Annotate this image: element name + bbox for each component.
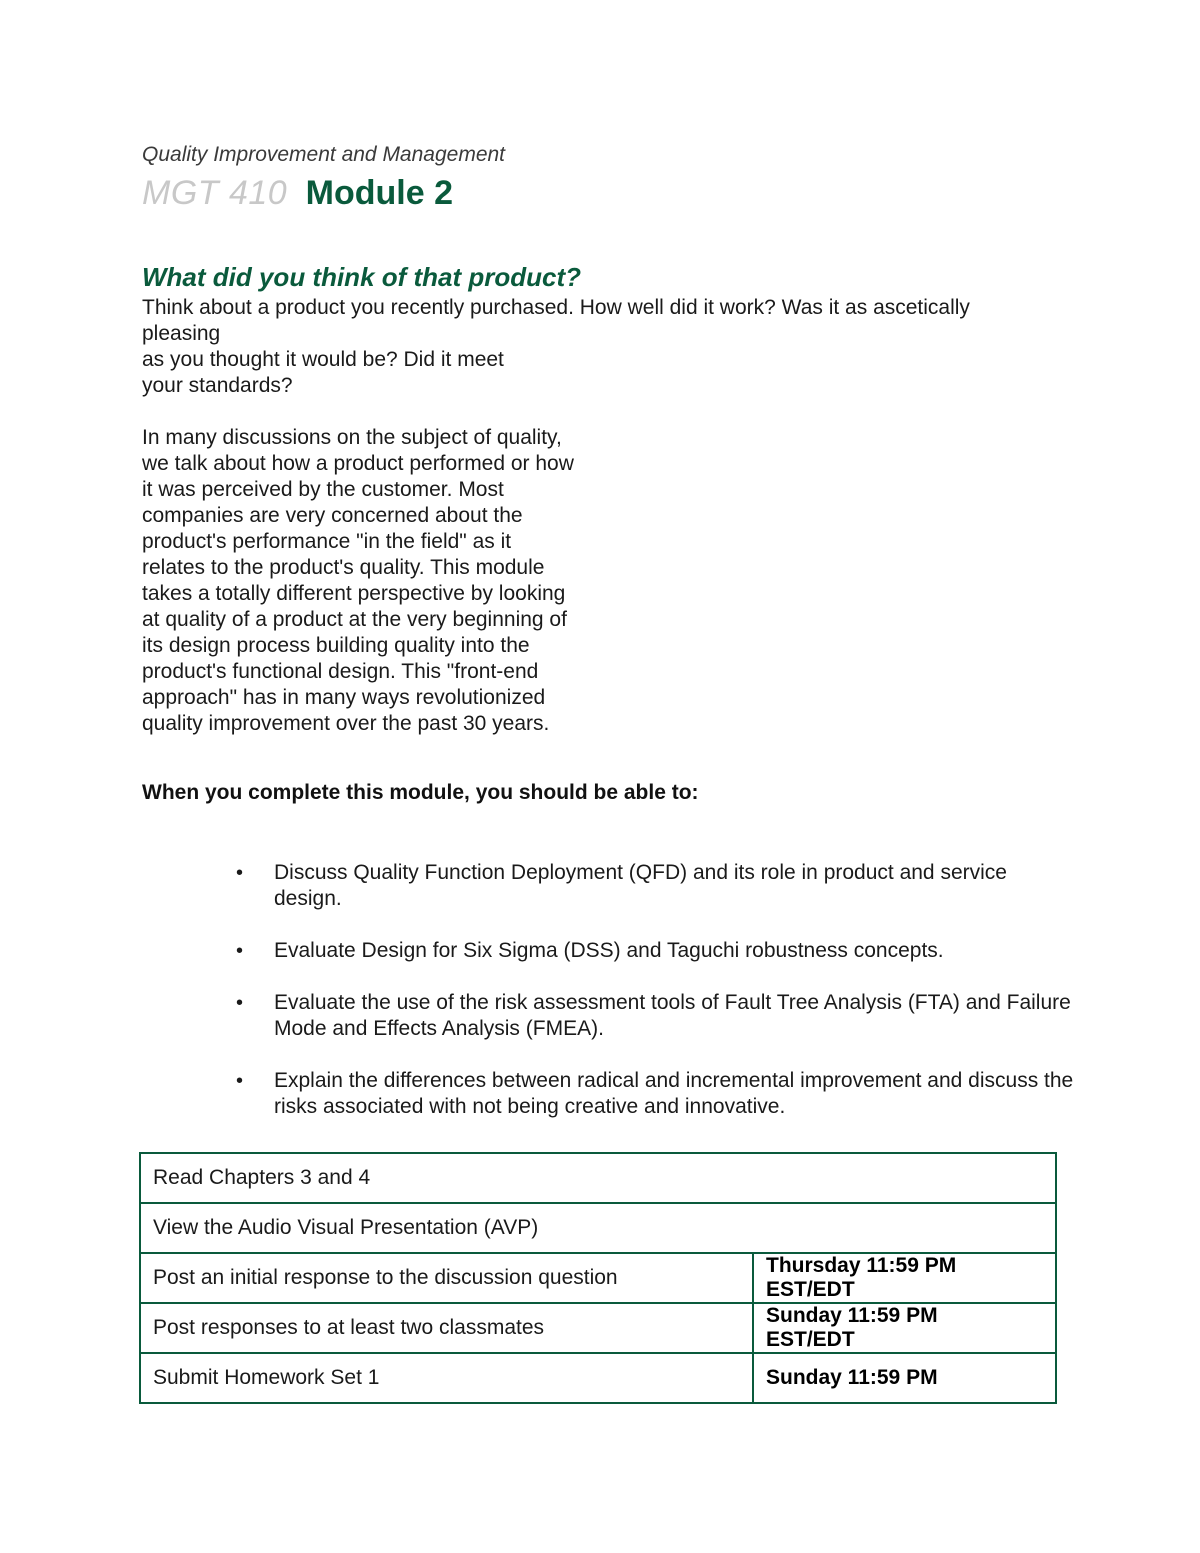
due-date-cell bbox=[753, 1303, 1056, 1353]
objective-text: Evaluate Design for Six Sigma (DSS) and Taguchi robustness concepts. bbox=[274, 939, 944, 962]
due-date-line: Sunday 11:59 PM bbox=[766, 1304, 938, 1327]
bullet-icon: • bbox=[236, 940, 244, 962]
body-line: product's performance "in the field" as it bbox=[142, 530, 512, 553]
intro-line: Think about a product you recently purchased. How well did it work? Was it as ascetically bbox=[142, 296, 970, 319]
objective-text: Evaluate the use of the risk assessment tools of Fault Tree Analysis (FTA) and Failure Mode and Effects Analysis (FMEA). bbox=[274, 991, 1071, 1040]
body-paragraph bbox=[142, 425, 662, 737]
assignments-table bbox=[139, 1152, 1057, 1404]
intro-line: pleasing bbox=[142, 322, 221, 345]
objectives-heading: When you complete this module, you should be able to: bbox=[142, 781, 699, 804]
table-row bbox=[140, 1353, 1056, 1403]
task-cell: Read Chapters 3 and 4 bbox=[140, 1153, 1056, 1203]
table-row bbox=[140, 1153, 1056, 1203]
task-cell: Post an initial response to the discussion question bbox=[140, 1253, 753, 1303]
course-title: Quality Improvement and Management bbox=[142, 143, 506, 166]
table-row bbox=[140, 1253, 1056, 1303]
body-line: quality improvement over the past 30 years. bbox=[142, 712, 550, 735]
bullet-icon: • bbox=[236, 992, 244, 1014]
objectives-list bbox=[236, 860, 1076, 1146]
list-item bbox=[236, 1068, 1076, 1120]
course-code: MGT 410 bbox=[142, 174, 288, 212]
body-line: companies are very concerned about the bbox=[142, 504, 523, 527]
list-item bbox=[236, 860, 1076, 912]
module-title: Module 2 bbox=[305, 174, 454, 212]
body-line: we talk about how a product performed or how bbox=[142, 452, 574, 475]
body-line: it was perceived by the customer. Most bbox=[142, 478, 504, 501]
body-line: takes a totally different perspective by looking bbox=[142, 582, 566, 605]
task-cell: View the Audio Visual Presentation (AVP) bbox=[140, 1203, 1056, 1253]
task-cell: Submit Homework Set 1 bbox=[140, 1353, 753, 1403]
body-line: relates to the product's quality. This module bbox=[142, 556, 545, 579]
due-date-cell bbox=[753, 1353, 1056, 1403]
intro-line: as you thought it would be? Did it meet bbox=[142, 348, 504, 371]
body-line: approach" has in many ways revolutionized bbox=[142, 686, 546, 709]
list-item bbox=[236, 990, 1076, 1042]
due-date-line: EST/EDT bbox=[766, 1278, 855, 1301]
task-cell: Post responses to at least two classmates bbox=[140, 1303, 753, 1353]
list-item bbox=[236, 938, 1076, 964]
table-row bbox=[140, 1203, 1056, 1253]
objective-text: Explain the differences between radical and incremental improvement and discuss the risks associated with not being creative and innovative. bbox=[274, 1069, 1074, 1118]
bullet-icon: • bbox=[236, 1070, 244, 1092]
objective-text: Discuss Quality Function Deployment (QFD) and its role in product and service design. bbox=[274, 861, 1007, 910]
table-row bbox=[140, 1303, 1056, 1353]
due-date-cell bbox=[753, 1253, 1056, 1303]
section-heading: What did you think of that product? bbox=[142, 262, 582, 292]
due-date-line: Sunday 11:59 PM bbox=[766, 1366, 938, 1389]
body-line: at quality of a product at the very beginning of bbox=[142, 608, 567, 631]
module-heading bbox=[142, 174, 453, 213]
body-line: its design process building quality into the bbox=[142, 634, 530, 657]
intro-paragraph bbox=[142, 295, 1042, 399]
due-date-line: Thursday 11:59 PM bbox=[766, 1254, 957, 1277]
intro-line: your standards? bbox=[142, 374, 293, 397]
due-date-line: EST/EDT bbox=[766, 1328, 855, 1351]
body-line: product's functional design. This "front-end bbox=[142, 660, 539, 683]
body-line: In many discussions on the subject of quality, bbox=[142, 426, 562, 449]
bullet-icon: • bbox=[236, 862, 244, 884]
